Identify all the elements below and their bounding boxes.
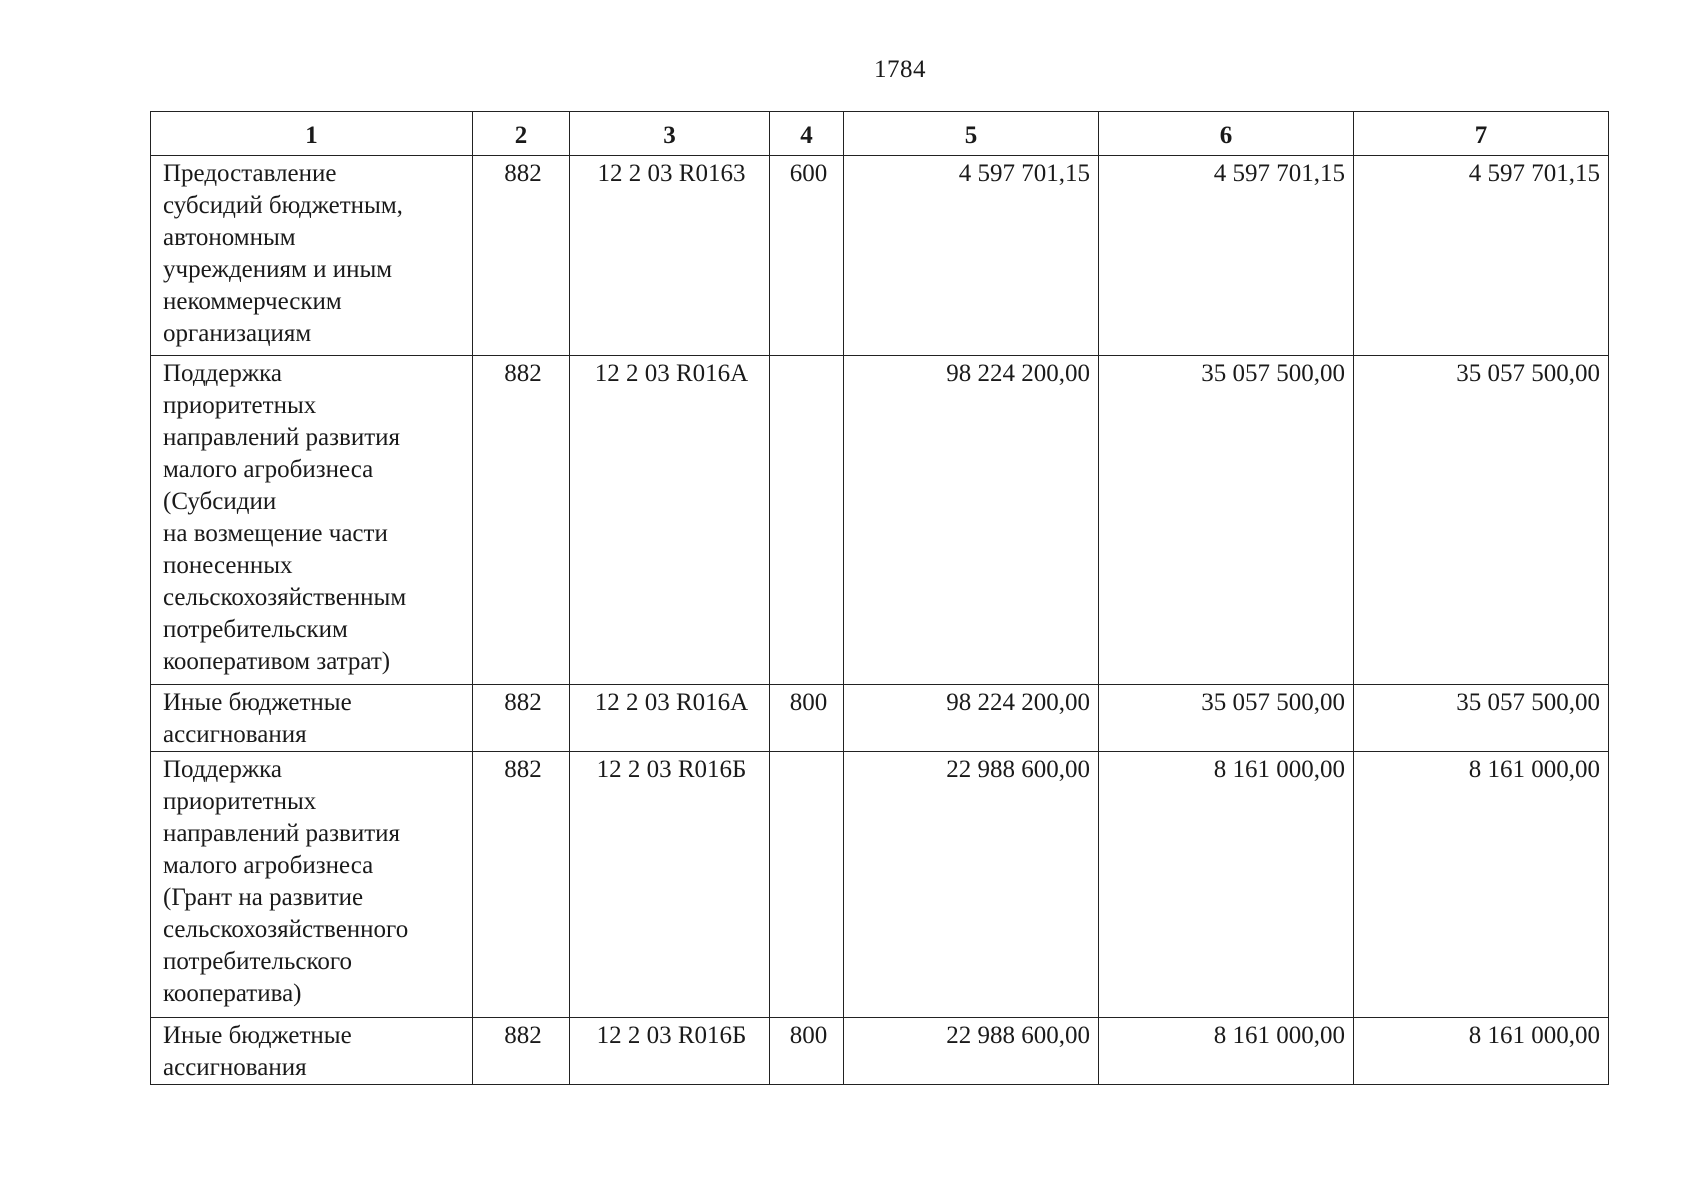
row-name-cell	[151, 1018, 473, 1085]
table-row	[151, 156, 1609, 356]
vr-cell	[770, 356, 844, 685]
row-name: Иные бюджетные ассигнования	[163, 689, 352, 748]
page-number: 1784	[874, 56, 926, 83]
row-name: Иные бюджетные ассигнования	[163, 1022, 352, 1081]
amount-cell-3: 35 057 500,00	[1354, 356, 1609, 685]
csr-cell: 12 2 03 R016Б	[570, 1018, 770, 1085]
row-name: Поддержка приоритетных направлений развития малого агробизнеса (Субсидии на возмещение части понесенных сельскохозяйственным потребительским кооперативом затрат)	[163, 360, 407, 675]
amount-cell-3: 4 597 701,15	[1354, 156, 1609, 356]
amount-cell-1: 22 988 600,00	[844, 752, 1099, 1018]
table-row	[151, 752, 1609, 1018]
amount-cell-3: 8 161 000,00	[1354, 752, 1609, 1018]
row-name-cell	[151, 752, 473, 1018]
vr-cell: 800	[770, 1018, 844, 1085]
csr-cell: 12 2 03 R016Б	[570, 752, 770, 1018]
column-header: 1	[151, 112, 473, 156]
amount-cell-1: 98 224 200,00	[844, 685, 1099, 752]
table-row	[151, 1018, 1609, 1085]
table-header-row	[151, 112, 1609, 156]
amount-cell-1: 22 988 600,00	[844, 1018, 1099, 1085]
amount-cell-3: 8 161 000,00	[1354, 1018, 1609, 1085]
vr-cell: 600	[770, 156, 844, 356]
budget-table	[150, 111, 1609, 1085]
amount-cell-2: 8 161 000,00	[1099, 752, 1354, 1018]
amount-cell-2: 4 597 701,15	[1099, 156, 1354, 356]
amount-cell-2: 35 057 500,00	[1099, 685, 1354, 752]
amount-cell-1: 98 224 200,00	[844, 356, 1099, 685]
row-name-cell	[151, 156, 473, 356]
amount-cell-2: 8 161 000,00	[1099, 1018, 1354, 1085]
grbs-cell: 882	[473, 685, 570, 752]
grbs-cell: 882	[473, 156, 570, 356]
grbs-cell: 882	[473, 356, 570, 685]
amount-cell-3: 35 057 500,00	[1354, 685, 1609, 752]
grbs-cell: 882	[473, 1018, 570, 1085]
csr-cell: 12 2 03 R016А	[570, 356, 770, 685]
table-row	[151, 356, 1609, 685]
row-name: Предоставление субсидий бюджетным, автономным учреждениям и иным некоммерческим организациям	[163, 160, 403, 347]
column-header: 7	[1354, 112, 1609, 156]
column-header: 5	[844, 112, 1099, 156]
amount-cell-2: 35 057 500,00	[1099, 356, 1354, 685]
column-header: 2	[473, 112, 570, 156]
csr-cell: 12 2 03 R016А	[570, 685, 770, 752]
row-name: Поддержка приоритетных направлений развития малого агробизнеса (Грант на развитие сельскохозяйственного потребительского кооператива)	[163, 756, 409, 1007]
csr-cell: 12 2 03 R0163	[570, 156, 770, 356]
vr-cell: 800	[770, 685, 844, 752]
vr-cell	[770, 752, 844, 1018]
table-row	[151, 685, 1609, 752]
amount-cell-1: 4 597 701,15	[844, 156, 1099, 356]
column-header: 3	[570, 112, 770, 156]
row-name-cell	[151, 685, 473, 752]
grbs-cell: 882	[473, 752, 570, 1018]
column-header: 4	[770, 112, 844, 156]
column-header: 6	[1099, 112, 1354, 156]
row-name-cell	[151, 356, 473, 685]
